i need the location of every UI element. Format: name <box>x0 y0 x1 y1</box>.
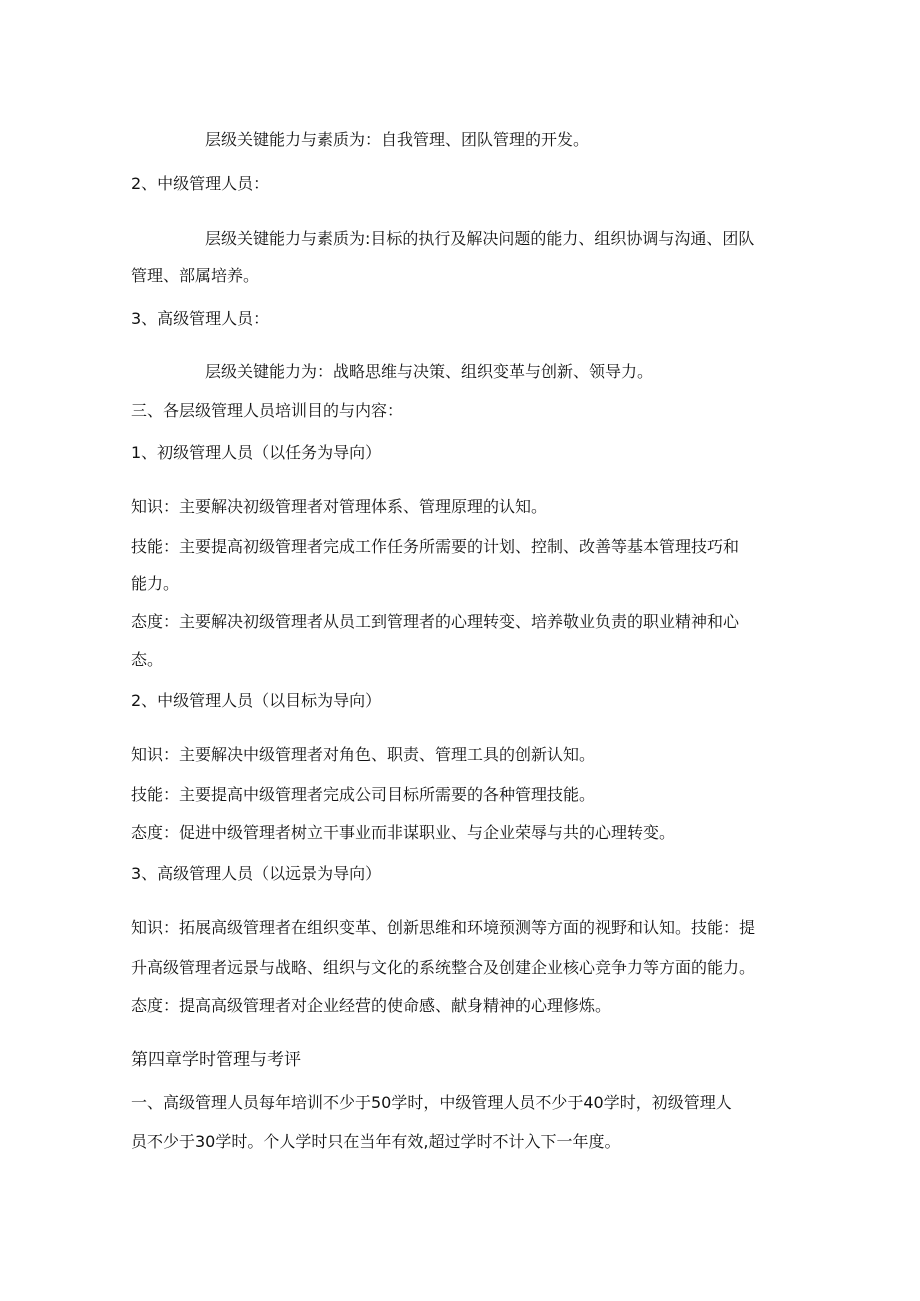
middle-attitude: 态度：促进中级管理者树立干事业而非谋职业、与企业荣辱与共的心理转变。 <box>131 823 676 842</box>
mid-level-traits-line-1: 层级关键能力与素质为:目标的执行及解决问题的能力、组织协调与沟通、团队 <box>205 229 755 248</box>
junior-attitude-line-2: 态。 <box>131 650 164 669</box>
senior-knowledge-skill-line-2: 升高级管理者远景与战略、组织与文化的系统整合及创建企业核心竞争力等方面的能力。 <box>131 958 756 977</box>
junior-skill-line-1: 技能：主要提高初级管理者完成工作任务所需要的计划、控制、改善等基本管理技巧和 <box>131 537 740 556</box>
section-three-title: 三、各层级管理人员培训目的与内容： <box>131 401 404 420</box>
senior-level-title: 3、高级管理人员： <box>131 309 270 328</box>
chapter-four-title: 第四章学时管理与考评 <box>131 1050 301 1070</box>
junior-attitude-line-1: 态度：主要解决初级管理者从员工到管理者的心理转变、培养敬业负责的职业精神和心 <box>131 612 740 631</box>
senior-knowledge-skill-line-1: 知识：拓展高级管理者在组织变革、创新思维和环境预测等方面的视野和认知。技能：提 <box>131 918 756 937</box>
middle-skill: 技能：主要提高中级管理者完成公司目标所需要的各种管理技能。 <box>131 785 596 804</box>
junior-skill-line-2: 能力。 <box>131 574 180 593</box>
junior-knowledge: 知识：主要解决初级管理者对管理体系、管理原理的认知。 <box>131 497 548 516</box>
senior-attitude: 态度：提高高级管理者对企业经营的使命感、献身精神的心理修炼。 <box>131 996 612 1015</box>
mid-level-traits-line-2: 管理、部属培养。 <box>131 266 260 285</box>
junior-title: 1、初级管理人员（以任务为导向） <box>131 443 382 462</box>
mid-level-title: 2、中级管理人员： <box>131 174 270 193</box>
middle-knowledge: 知识：主要解决中级管理者对角色、职责、管理工具的创新认知。 <box>131 745 596 764</box>
chapter-four-paragraph-line-2: 员不少于30学时。个人学时只在当年有效,超过学时不计入下一年度。 <box>131 1132 621 1151</box>
chapter-four-paragraph-line-1: 一、高级管理人员每年培训不少于50学时，中级管理人员不少于40学时，初级管理人 <box>131 1093 732 1112</box>
junior-level-traits: 层级关键能力与素质为：自我管理、团队管理的开发。 <box>205 130 590 149</box>
middle-title: 2、中级管理人员（以目标为导向） <box>131 691 382 710</box>
senior-level-traits: 层级关键能力为：战略思维与决策、组织变革与创新、领导力。 <box>205 362 654 381</box>
senior-title: 3、高级管理人员（以远景为导向） <box>131 864 382 883</box>
